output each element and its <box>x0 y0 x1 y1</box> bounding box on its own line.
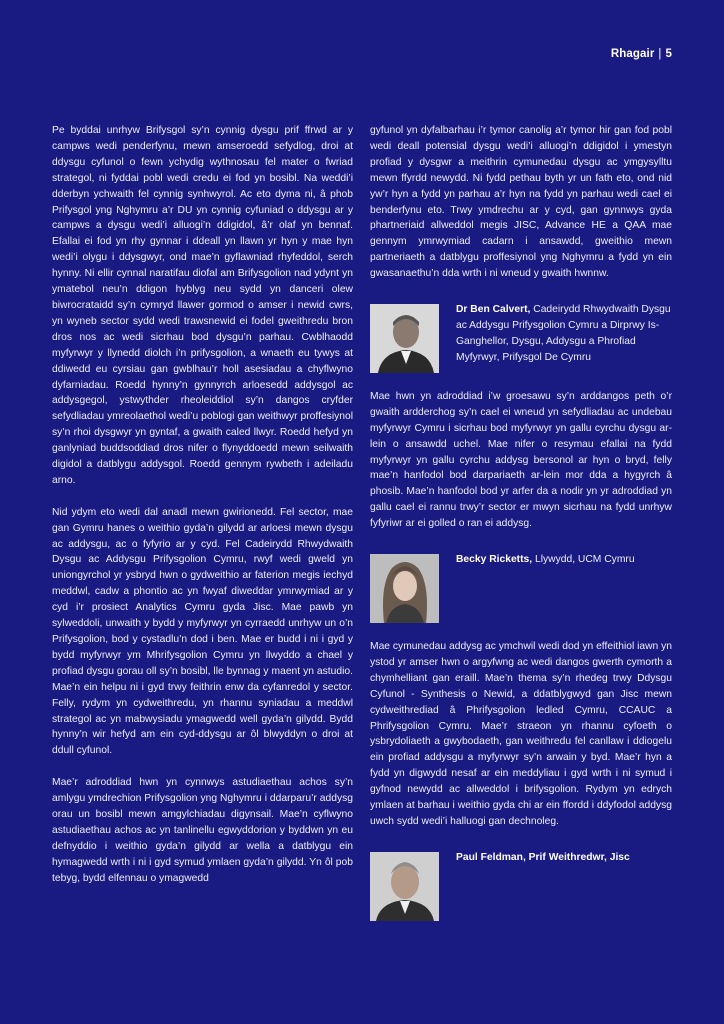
author-name: Becky Ricketts, <box>456 554 533 566</box>
left-paragraph-3: Mae’r adroddiad hwn yn cynnwys astudiaethau achos sy’n amlygu ymdrechion Prifysgolion yng Nghymru i ddarparu’r addysg orau un bosibl mewn amgylchiadau digynsail. Mae’n cyflwyno astudiaethau achos ac yn tanlinellu egwyddorion y byddwn yn eu defnyddio i weithio gyda’n gilydd ar wella a datblygu ein hymagwedd wrth i ni i gyd symud ymlaen gyda’n gilydd. Yn ôl pob tebyg, bydd elfennau o ymagwedd <box>52 777 353 884</box>
author-caption-ben-calvert <box>456 302 672 366</box>
author-caption-becky-ricketts <box>456 552 635 568</box>
right-column <box>370 123 672 921</box>
author-role: Llywydd, UCM Cymru <box>532 554 635 566</box>
right-paragraph-3: Mae cymunedau addysg ac ymchwil wedi dod yn effeithiol iawn yn ystod yr amser hwn o argyfwng ac wedi dangos gwerth cymorth a chymhelliant gan eraill. Mae’n thema sy’n rhedeg trwy Ddysgu Cyfunol - Synthesis o Newid, a ddatblygwyd gan Jisc mewn cydweithrediad â Phrifysgolion ledled Cymru, CCAUC a Phrifysgolion Cymru. Mae’r straeon yn rhannu cyfoeth o ysbrydoliaeth a gwybodaeth, gan weithredu fel canllaw i ddiogelu ein profiad addysgu a myfyrwyr sy’n arwain y byd. Mae’r hyn a fydd yn digwydd nesaf ar ein meddyliau i gyd wrth i ni symud i gyfnod newydd ac allweddol i brifysgolion. Rydym yn edrych ymlaen at barhau i weithio gyda chi ar ein ffordd i ddyfodol addysg uwch sydd wedi’i halluogi gan dechnoleg. <box>370 641 673 827</box>
author-photo-paul-feldman <box>370 852 439 921</box>
author-role: Cadeirydd Rhwydwaith Dysgu ac Addysgu Prifysgolion Cymru a Dirprwy Is-Ganghellor, Dysgu, Addysgu a Phrofiad Myfyrwyr, Prifysgol De Cymru <box>456 304 671 363</box>
page-number: 5 <box>665 48 672 60</box>
left-paragraph-2: Nid ydym eto wedi dal anadl mewn gwirionedd. Fel sector, mae gan Gymru hanes o weithio gyda’n gilydd ar arloesi mewn dysgu ac addysgu, ac o fyfyrio ar y cyd. Fel Cadeirydd Rhwydwaith Dysgu ac Addysgu Prifysgolion Cymru, rwyf wedi gweld yn uniongyrchol yr ysbryd hwn o gydweithio ar faterion megis iechyd meddwl, cadw a phontio ac yn fwyaf diweddar ymrwymiad ar y cyd i’r prosiect Analytics Cymru gyda Jisc. Mae pawb yn sylweddoli, unwaith y bydd y myfyrwyr yn cyrraedd unrhyw un o’n Prifysgolion, bod y cystadlu’n dod i ben. Mae er budd i ni i gyd y bydd myfyrwyr ym Mhrifysgolion Cymru yn llwyddo a chael y profiad dysgu gorau oll sy’n bosibl, lle bynnag y maent yn astudio. Mae’n ein helpu ni i gyd trwy feithrin enw da cyfanredol y sector. Felly, rydym yn cydweithredu, yn rhannu syniadau a meddwl strategol ac yn mabwysiadu ymagwedd well gyda’n gilydd. Bydd hynny’n wir hefyd am ein cyd-ddysgu ar ôl blwyddyn o droi at ddull cyfunol. <box>52 506 353 757</box>
author-caption-paul-feldman <box>456 850 630 866</box>
author-photo-becky-ricketts <box>370 554 439 623</box>
left-column <box>52 123 353 886</box>
left-paragraph-1: Pe byddai unrhyw Brifysgol sy’n cynnig dysgu prif ffrwd ar y campws wedi penderfynu, mewn amseroedd sefydlog, droi at ddysgu cyfunol o fewn ychydig wythnosau fel mater o fwriad strategol, ni fyddai pobl wedi credu ei fod yn bosibl. Na weddi’i dderbyn ychwaith fel cynnig synhwyrol. Ac eto dyma ni, â phob Prifysgol yng Nghymru a’r DU yn cynnig cyfuniad o ddysgu ar y campws a dysgu wedi’i alluogi’n ddigidol, â’r olaf yn bennaf. Efallai ei fod yn rhy gynnar i ddeall yn llawn yr hyn y mae hyn wedi’i olygu i ddysgwyr, ond mae’n gyflawniad rhyfeddol, serch hynny. Ni ellir cynnal naratifau diofal am Brifysgolion nad ydynt yn ymatebol neu’n ddigon hyblyg neu sydd yn danceri olew biwrocrataidd sy’n cymryd llawer gormod o amser i newid cwrs, yn wyneb sector sydd wedi trawsnewid ei fodel gweithredu bron dros nos ac wedi sicrhau bod dysgu’n parhau. Cwblhaodd myfyrwyr y llynedd diolch i’n prifysgolion, a wnaeth eu tywys at ddiwedd eu cyrsiau gan gwblhau’r holl asesiadau a chyflwyno dyfarniadau. Roedd hynny’n gynnyrch arloesedd addysgol ac addysgegol, ystwythder rheoleiddiol sy’n dangos cryfder sefydliadau ymreolaethol wedi’u poblogi gan weithwyr proffesiynol sy’n rhoi dysgwyr yn gyntaf, a gwaith caled llwyr. Roedd hefyd yn ganlyniad buddsoddiad dros nifer o flynyddoedd mewn seilwaith digidol a datblygu addysgol. Roedd gennym rywbeth i adeiladu arno. <box>52 125 353 486</box>
author-name: Dr Ben Calvert, <box>456 304 531 316</box>
page-header <box>611 48 672 60</box>
header-separator: | <box>658 48 662 60</box>
section-title: Rhagair <box>610 48 655 60</box>
author-name: Paul Feldman, Prif Weithredwr, Jisc <box>456 851 630 863</box>
author-block-paul-feldman <box>370 852 672 921</box>
right-paragraph-2: Mae hwn yn adroddiad i’w groesawu sy’n arddangos peth o’r gwaith ardderchog sy’n cael ei wneud yn sefydliadau ac undebau myfyrwyr Cymru i sicrhau bod myfyrwyr yn gallu cyrchu dysgu ar-lein o ansawdd uchel. Mae nifer o resymau efallai na fydd myfyrwyr yn gallu cyrchu addysg bersonol ar hyn o bryd, felly mae’n hanfodol bod darpariaeth ar-lein mor dda a hygyrch â phosib. Mae’n hanfodol bod yr arfer da a nodir yn yr adroddiad yn gallu cael ei rannu trwy’r sector er mwyn sicrhau na fydd unrhyw fyfyriwr ar ei golled o ran ei addysg. <box>370 390 672 530</box>
author-block-becky-ricketts <box>370 554 672 623</box>
author-block-ben-calvert <box>370 304 672 373</box>
author-photo-ben-calvert <box>370 304 439 373</box>
right-paragraph-1: gyfunol yn dyfalbarhau i’r tymor canolig a’r tymor hir gan fod pobl wedi deall potensial dysgu wedi’i alluogi’n ddigidol i ymestyn profiad y dysgwr a meithrin cymunedau dysgu ac ymgysylltu mewn ffyrdd newydd. Ni fydd pethau byth yr un fath eto, ond nid yw’r hyn a fydd yn parhau a’r hyn na fydd yn parhau wedi cael ei benderfynu eto. Trwy ymdrechu ar y cyd, gan gynnwys gyda phartneriaid allweddol megis JISC, Advance HE a QAA mae gennym ymrwymiad cadarn i ansawdd, gweithio mewn partneriaeth a datblygu proffesiynol yng Nghymru a fydd yn ein gwasanaethu’n dda wrth i ni wneud y gwaith hwnnw. <box>370 125 672 280</box>
